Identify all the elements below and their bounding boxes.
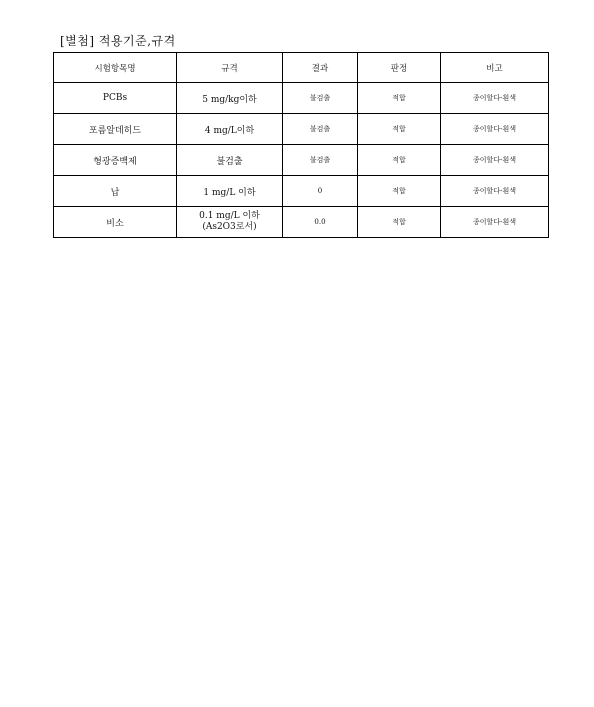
cell-specification: 1 mg/L 이하 (177, 176, 283, 207)
cell-specification (177, 207, 283, 238)
specification-line: 0.1 mg/L 이하 (199, 211, 260, 221)
table-header-row (54, 53, 549, 83)
cell-test-item: 비소 (54, 207, 177, 238)
cell-test-item: 포름알데히드 (54, 114, 177, 145)
cell-remarks: 종이할다-흰색 (441, 114, 549, 145)
cell-judgement: 적합 (358, 145, 441, 176)
cell-judgement: 적합 (358, 83, 441, 114)
header-test-item: 시험항목명 (54, 53, 177, 83)
cell-test-item: 납 (54, 176, 177, 207)
header-result: 결과 (283, 53, 358, 83)
cell-specification: 5 mg/kg이하 (177, 83, 283, 114)
specification-note: (As2O3로서) (202, 222, 257, 232)
table-row (54, 145, 549, 176)
cell-specification: 4 mg/L이하 (177, 114, 283, 145)
cell-test-item: 형광증백제 (54, 145, 177, 176)
cell-remarks: 종이할다-흰색 (441, 207, 549, 238)
header-remarks: 비고 (441, 53, 549, 83)
cell-judgement: 적합 (358, 176, 441, 207)
cell-remarks: 종이할다-흰색 (441, 145, 549, 176)
cell-remarks: 종이할다-흰색 (441, 176, 549, 207)
header-specification: 규격 (177, 53, 283, 83)
cell-judgement: 적합 (358, 114, 441, 145)
cell-result: 0.0 (283, 207, 358, 238)
table-row (54, 114, 549, 145)
cell-result: 불검출 (283, 83, 358, 114)
cell-test-item: PCBs (54, 83, 177, 114)
table-row (54, 207, 549, 238)
cell-result: 0 (283, 176, 358, 207)
standards-table (53, 52, 549, 238)
cell-remarks: 종이할다-흰색 (441, 83, 549, 114)
table-row (54, 83, 549, 114)
cell-result: 불검출 (283, 114, 358, 145)
page-title: [별첨] 적용기준,규격 (60, 34, 176, 48)
table-row (54, 176, 549, 207)
cell-result: 불검출 (283, 145, 358, 176)
cell-judgement: 적합 (358, 207, 441, 238)
header-judgement: 판정 (358, 53, 441, 83)
cell-specification: 불검출 (177, 145, 283, 176)
